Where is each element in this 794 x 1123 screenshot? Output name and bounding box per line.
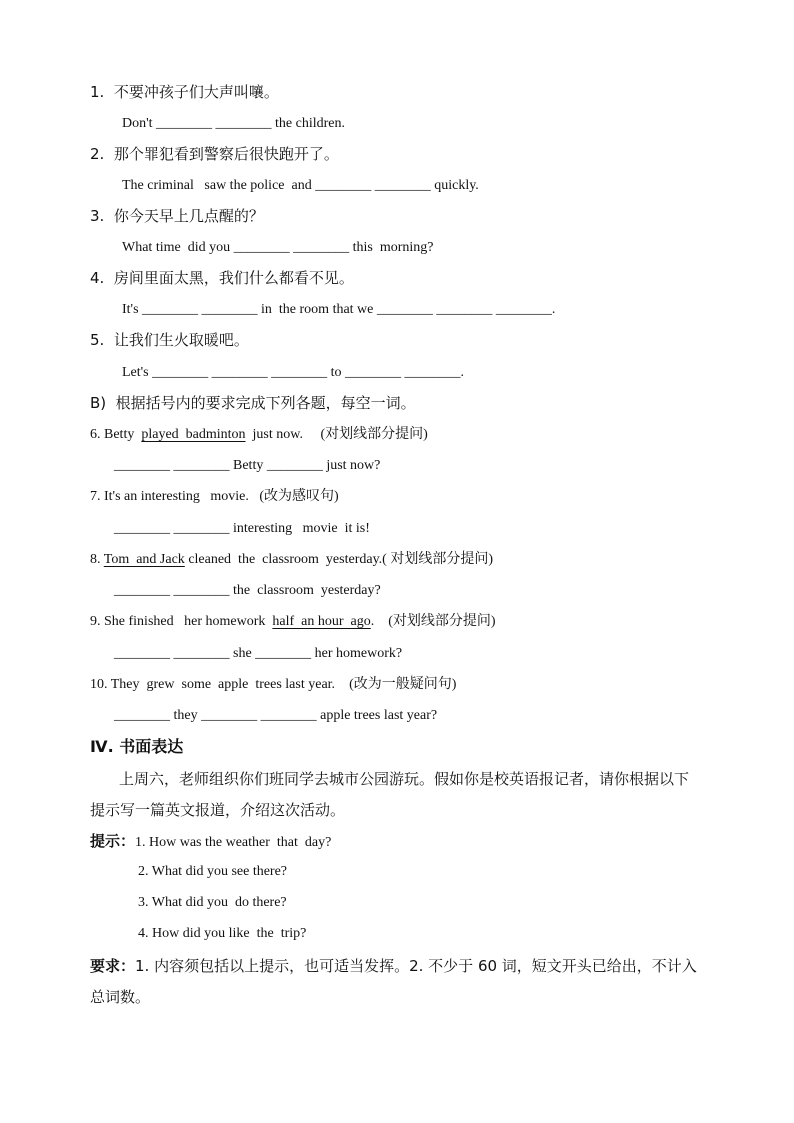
question-6-prompt: 6. Betty played badminton just now. (对划线部分提问) (90, 427, 428, 442)
question-5-answer: Let's ________ ________ ________ to ________ ________. (122, 365, 465, 380)
question-3-prompt: 3. 你今天早上几点醒的？ (90, 207, 264, 225)
question-10-prompt: 10. They grew some apple trees last year. (改为一般疑问句) (90, 677, 457, 692)
requirement-label: 要求： (90, 957, 136, 975)
underlined-text: played badminton (141, 427, 246, 442)
hint-4: 4. How did you like the trip? (138, 926, 307, 941)
question-2-prompt: 2. 那个罪犯看到警察后很快跑开了。 (90, 145, 339, 163)
hint-2: 2. What did you see there? (138, 864, 288, 879)
underlined-text: Tom and Jack (103, 552, 185, 567)
question-2-answer: The criminal saw the police and ________ ________ quickly. (122, 178, 479, 193)
underlined-text: half an hour ago (272, 614, 371, 629)
question-3-answer: What time did you ________ ________ this morning? (122, 240, 434, 255)
question-7-prompt: 7. It's an interesting movie. (改为感叹句) (90, 489, 339, 504)
question-7-answer: ________ ________ interesting movie it is! (114, 521, 370, 536)
section-b-heading: B) 根据括号内的要求完成下列各题，每空一词。 (90, 394, 416, 412)
question-5-prompt: 5. 让我们生火取暖吧。 (90, 331, 249, 349)
hint-row-1: 提示：1. How was the weather that day? (90, 832, 332, 850)
question-9-answer: ________ ________ she ________ her homework? (114, 646, 403, 661)
writing-heading: Ⅳ. 书面表达 (90, 737, 184, 756)
hint-label: 提示： (90, 832, 136, 850)
question-4-prompt: 4. 房间里面太黑，我们什么都看不见。 (90, 269, 354, 287)
requirement: 要求：1. 内容须包括以上提示，也可适当发挥。2. 不少于 60 词，短文开头已给出，不计入总词数。 (90, 957, 697, 1006)
question-1-answer: Don't ________ ________ the children. (122, 116, 345, 131)
question-8-prompt: 8. Tom and Jack cleaned the classroom yesterday.( 对划线部分提问) (90, 552, 493, 567)
question-1-prompt: 1. 不要冲孩子们大声叫嚷。 (90, 83, 279, 101)
question-10-answer: ________ they ________ ________ apple trees last year? (114, 708, 438, 723)
question-9-prompt: 9. She finished her homework half an hour ago. (对划线部分提问) (90, 614, 496, 629)
hint-3: 3. What did you do there? (138, 895, 287, 910)
question-4-answer: It's ________ ________ in the room that we ________ ________ ________. (122, 302, 556, 317)
writing-prompt: 上周六，老师组织你们班同学去城市公园游玩。假如你是校英语报记者，请你根据以下提示写一篇英文报道，介绍这次活动。 (90, 770, 690, 819)
question-8-answer: ________ ________ the classroom yesterday? (114, 583, 381, 598)
question-6-answer: ________ ________ Betty ________ just now? (114, 458, 381, 473)
